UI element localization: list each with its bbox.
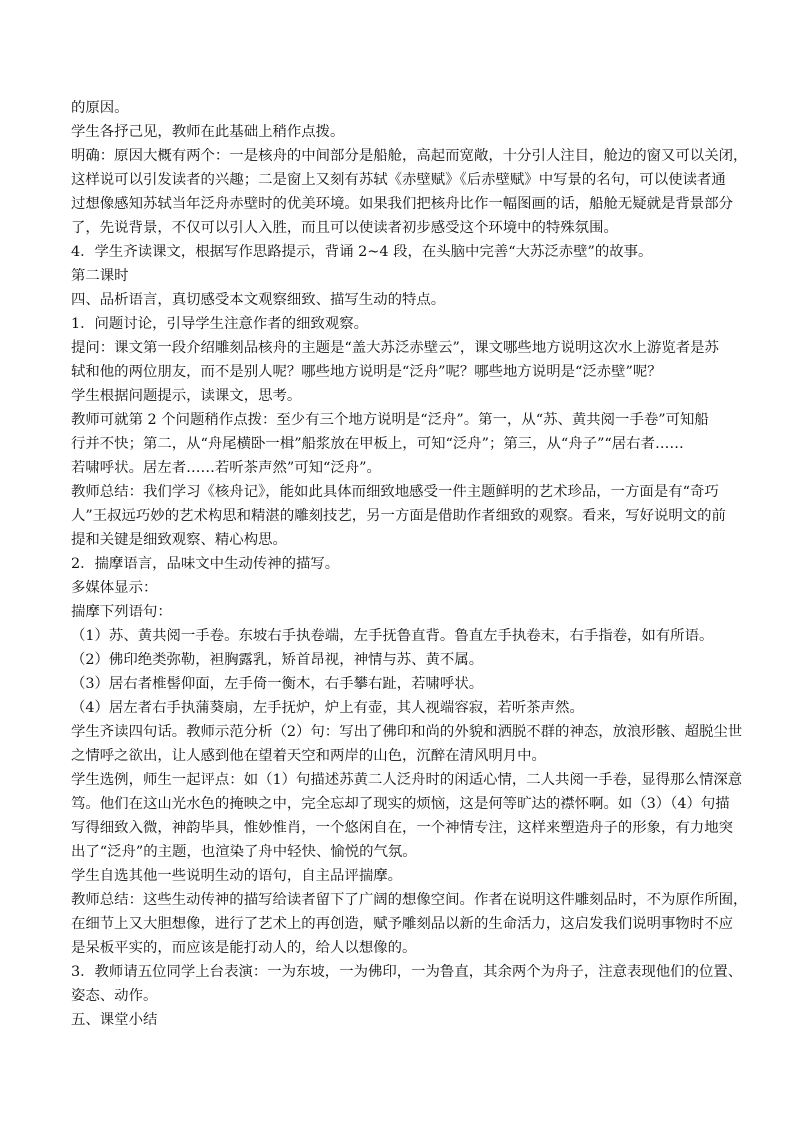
text-line: 教师总结：这些生动传神的描写给读者留下了广阔的想像空间。作者在说明这件雕刻品时，不为原作所囿， xyxy=(71,892,748,908)
text-line: 1．问题讨论，引导学生注意作者的细致观察。 xyxy=(71,316,368,332)
text-line: 出了“泛舟”的主题，也渲染了舟中轻快、愉悦的气氛。 xyxy=(71,844,417,860)
text-line: 笃。他们在这山光水色的掩映之中，完全忘却了现实的烦恼，这是何等旷达的襟怀啊。如（3）（4）句描 xyxy=(71,796,730,812)
text-line: 学生各抒己见，教师在此基础上稍作点拨。 xyxy=(71,124,345,140)
section-heading: 第二课时 xyxy=(71,268,129,284)
text-line: 学生根据问题提示，读课文，思考。 xyxy=(71,388,302,404)
text-line: （1）苏、黄共阅一手卷。东坡右手执卷端，左手抚鲁直背。鲁直左手执卷末，右手指卷，如有所语。 xyxy=(71,628,714,644)
text-line: 过想像感知苏轼当年泛舟赤壁时的优美环境。如果我们把核舟比作一幅图画的话，船舱无疑就是背景部分 xyxy=(71,196,733,212)
text-line: 在细节上又大胆想像，进行了艺术上的再创造，赋予雕刻品以新的生命活力，这启发我们说明事物时不应 xyxy=(71,916,733,932)
section-heading: 四、品析语言，真切感受本文观察细致、描写生动的特点。 xyxy=(71,292,446,308)
text-line: 写得细致入微，神韵毕具，惟妙惟肖，一个悠闲自在，一个神情专注，这样来塑造舟子的形象，有力地突 xyxy=(71,820,733,836)
text-line: （2）佛印绝类弥勒，袒胸露乳，矫首昂视，神情与苏、黄不属。 xyxy=(71,652,484,668)
text-line: 提问：课文第一段介绍雕刻品核舟的主题是“盖大苏泛赤壁云”，课文哪些地方说明这次水上游览者是苏 xyxy=(71,340,719,356)
text-line: 了，先说背景，不仅可以引人入胜，而且可以使读者初步感受这个环境中的特殊氛围。 xyxy=(71,220,618,236)
text-line: 明确：原因大概有两个：一是核舟的中间部分是船舱，高起而宽敞，十分引人注目，舱边的窗又可以关闭， xyxy=(71,148,748,164)
text-line: 是呆板平实的，而应该是能打动人的，给人以想像的。 xyxy=(71,940,417,956)
section-heading: 五、课堂小结 xyxy=(71,1012,158,1028)
text-line: 的原因。 xyxy=(71,100,129,116)
text-line: 若啸呼状。居左者……若听茶声然”可知“泛舟”。 xyxy=(71,460,381,476)
text-line: 揣摩下列语句： xyxy=(71,604,172,620)
text-line: 行并不快；第二，从“舟尾横卧一楫”船浆放在甲板上，可知“泛舟”；第三，从“舟子”“居右者…… xyxy=(71,436,684,452)
text-line: 人”王叔远巧妙的艺术构思和精湛的雕刻技艺，另一方面是借助作者细致的观察。看来，写好说明文的前 xyxy=(71,508,726,524)
text-line: 提和关键是细致观察、精心构思。 xyxy=(71,532,287,548)
text-line: 多媒体显示： xyxy=(71,580,158,596)
text-line: 3．教师请五位同学上台表演：一为东坡，一为佛印，一为鲁直，其余两个为舟子，注意表现他们的位置、 xyxy=(71,964,743,980)
text-line: （3）居右者椎髻仰面，左手倚一衡木，右手攀右趾，若啸呼状。 xyxy=(71,676,484,692)
text-line: 姿态、动作。 xyxy=(71,988,158,1004)
text-line: 学生选例，师生一起评点：如（1）句描述苏黄二人泛舟时的闲适心情，二人共阅一手卷，显得那么情深意 xyxy=(71,772,743,788)
text-line: 4．学生齐读课文，根据写作思路提示，背诵 2~4 段，在头脑中完善“大苏泛赤壁”的故事。 xyxy=(71,244,653,260)
text-line: 2．揣摩语言，品味文中生动传神的描写。 xyxy=(71,556,340,572)
text-line: （4）居左者右手执蒲葵扇，左手抚炉，炉上有壶，其人视端容寂，若听茶声然。 xyxy=(71,700,584,716)
text-line: 教师总结：我们学习《核舟记》，能如此具体而细致地感受一件主题鲜明的艺术珍品，一方面是有“奇巧 xyxy=(71,484,719,500)
text-line: 轼和他的两位朋友，而不是别人呢？哪些地方说明是“泛舟”呢？哪些地方说明是“泛赤壁”呢？ xyxy=(71,364,662,380)
text-line: 这样说可以引发读者的兴趣；二是窗上又刻有苏轼《赤壁赋》《后赤壁赋》中写景的名句，可以使读者通 xyxy=(71,172,726,188)
text-line: 学生齐读四句话。教师示范分析（2）句：写出了佛印和尚的外貌和洒脱不群的神态，放浪形骸、超脱尘世 xyxy=(71,724,743,740)
text-line: 之情呼之欲出，让人感到他在望着天空和两岸的山色，沉醉在清风明月中。 xyxy=(71,748,546,764)
text-line: 学生自选其他一些说明生动的语句，自主品评揣摩。 xyxy=(71,868,402,884)
text-line: 教师可就第 2 个问题稍作点拨：至少有三个地方说明是“泛舟”。第一，从“苏、黄共阅一手卷”可知船 xyxy=(71,412,709,428)
document-body xyxy=(71,96,748,1032)
